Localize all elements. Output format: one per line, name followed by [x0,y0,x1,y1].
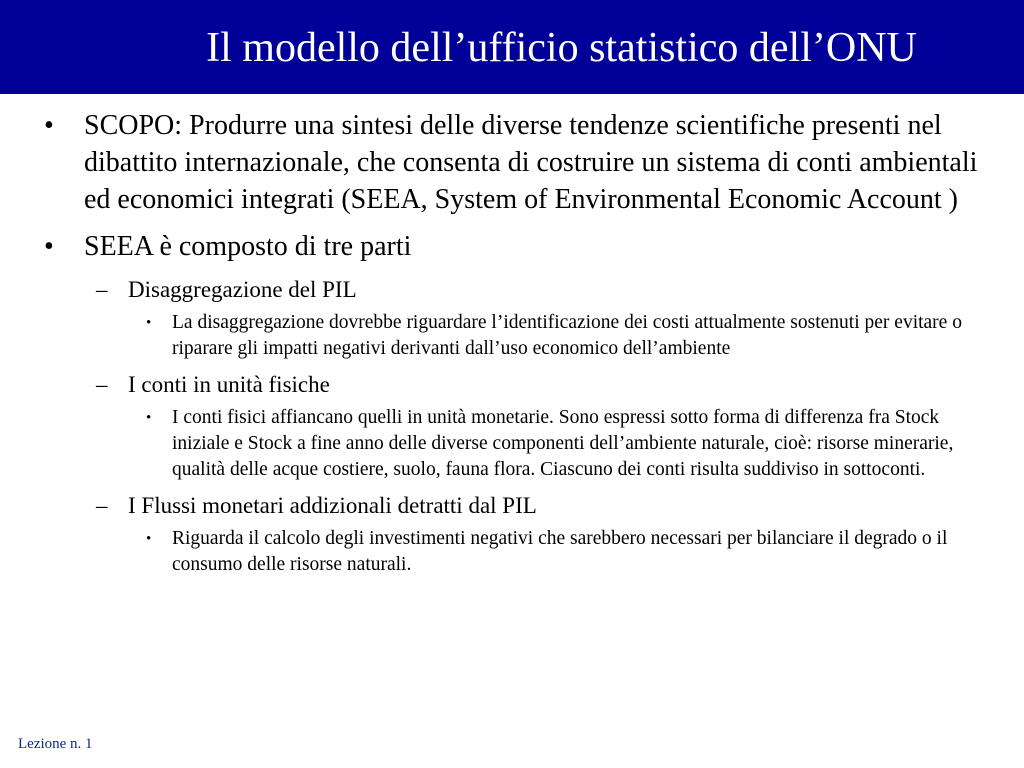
detail-bullet-text: La disaggregazione dovrebbe riguardare l’identificazione dei costi attualmente sostenuti per evitare o riparare gli impatti negativi derivanti dall’uso economico dell’ambiente [172,312,962,359]
bullet-scopo [0,107,1024,218]
sub-bullet-disaggregazione [0,275,1024,304]
sub-bullet-text: Disaggregazione del PIL [128,277,357,302]
dash-icon: – [96,277,108,302]
slide-footer: Lezione n. 1 [18,736,93,752]
small-dot-icon: • [146,315,152,331]
dash-icon: – [96,372,108,397]
dash-icon: – [96,493,108,518]
small-dot-icon: • [146,410,152,426]
bullet-seea-parts [0,228,1024,265]
small-dot-icon: • [146,531,152,547]
slide-content [0,107,1024,586]
sub-bullet-text: I conti in unità fisiche [128,372,330,397]
bullet-text: SEEA è composto di tre parti [84,231,412,262]
sub-bullet-flussi-monetari [0,491,1024,520]
title-bar [0,0,1024,94]
detail-bullet-text: I conti fisici affiancano quelli in unità monetarie. Sono espressi sotto forma di differenza fra Stock iniziale e Stock a fine anno delle diverse componenti dell’ambiente naturale, cioè: risorse minerarie, qualità delle acque costiere, suolo, fauna flora. Ciascuno dei conti risulta suddiviso in sottoconti. [172,407,954,480]
sub-bullet-conti-fisici [0,370,1024,399]
bullet-dot-icon: • [44,110,54,141]
detail-bullet-disaggregazione [0,310,1024,362]
sub-bullet-text: I Flussi monetari addizionali detratti dal PIL [128,493,537,518]
detail-bullet-conti-fisici [0,405,1024,483]
bullet-dot-icon: • [44,231,54,262]
detail-bullet-flussi-monetari [0,526,1024,578]
detail-bullet-text: Riguarda il calcolo degli investimenti negativi che sarebbero necessari per bilanciare il degrado o il consumo delle risorse naturali. [172,528,948,575]
slide-title: Il modello dell’ufficio statistico dell’ONU [206,25,917,71]
bullet-text: SCOPO: Produrre una sintesi delle diverse tendenze scientifiche presenti nel dibattito internazionale, che consenta di costruire un sistema di conti ambientali ed economici integrati (SEEA, System of Environmental Economic Account ) [84,110,978,215]
